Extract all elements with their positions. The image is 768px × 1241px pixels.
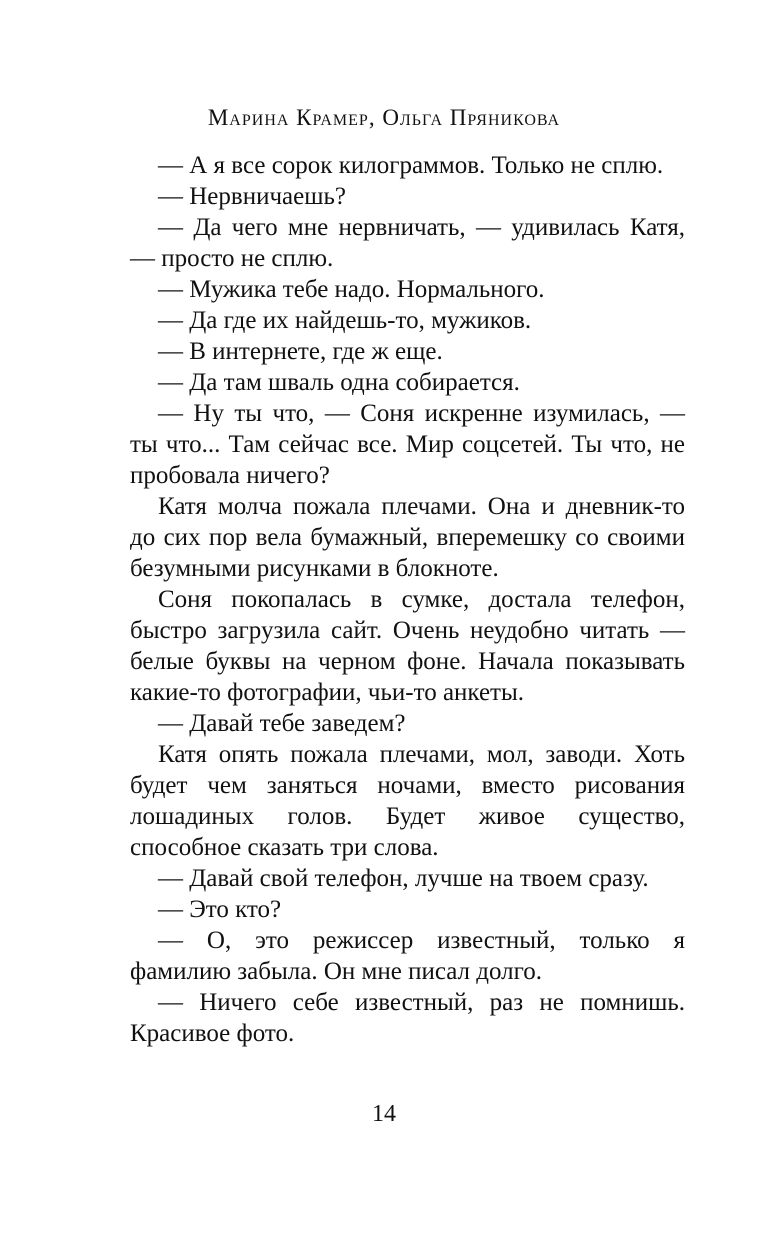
paragraph: Соня покопалась в сумке, достала телефон, быстро загрузила сайт. Очень неудобно читать — белые буквы на черном фоне. Начала показывать какие-то фотографии, чьи-то анкеты. (130, 586, 685, 706)
running-head-authors: Марина Крамер, Ольга Пряникова (207, 105, 561, 130)
paragraph: — Ничего себе известный, раз не помнишь. Красивое фото. (130, 989, 685, 1047)
paragraph: — В интернете, где ж еще. (158, 338, 443, 365)
paragraph: — Нервничаешь? (158, 183, 346, 210)
paragraph: — Да где их найдешь-то, мужиков. (158, 307, 532, 334)
paragraph: — Ну ты что, — Соня искренне изумилась, — ты что... Там сейчас все. Мир соцсетей. Ты что, не пробовала ничего? (130, 400, 685, 489)
paragraph: Катя опять пожала плечами, мол, заводи. Хоть будет чем заняться ночами, вместо рисования лошадиных голов. Будет живое существо, способное сказать три слова. (130, 741, 685, 861)
paragraph: — А я все сорок килограммов. Только не сплю. (158, 152, 664, 179)
paragraph: Катя молча пожала плечами. Она и дневник-то до сих пор вела бумажный, вперемешку со своими безумными рисунками в блокноте. (130, 493, 685, 582)
paragraph: — Да там шваль одна собирается. (158, 369, 520, 396)
paragraph: — Мужика тебе надо. Нормального. (158, 276, 545, 303)
page-number: 14 (372, 1101, 396, 1127)
paragraph: — О, это режиссер известный, только я фамилию забыла. Он мне писал долго. (130, 927, 685, 985)
paragraph: — Давай тебе заведем? (158, 710, 406, 737)
paragraph: — Это кто? (158, 896, 282, 923)
paragraph: — Да чего мне нервничать, — удивилась Катя, — просто не сплю. (130, 214, 685, 272)
paragraph: — Давай свой телефон, лучше на твоем сразу. (158, 865, 649, 892)
page-text-body (130, 150, 685, 1049)
